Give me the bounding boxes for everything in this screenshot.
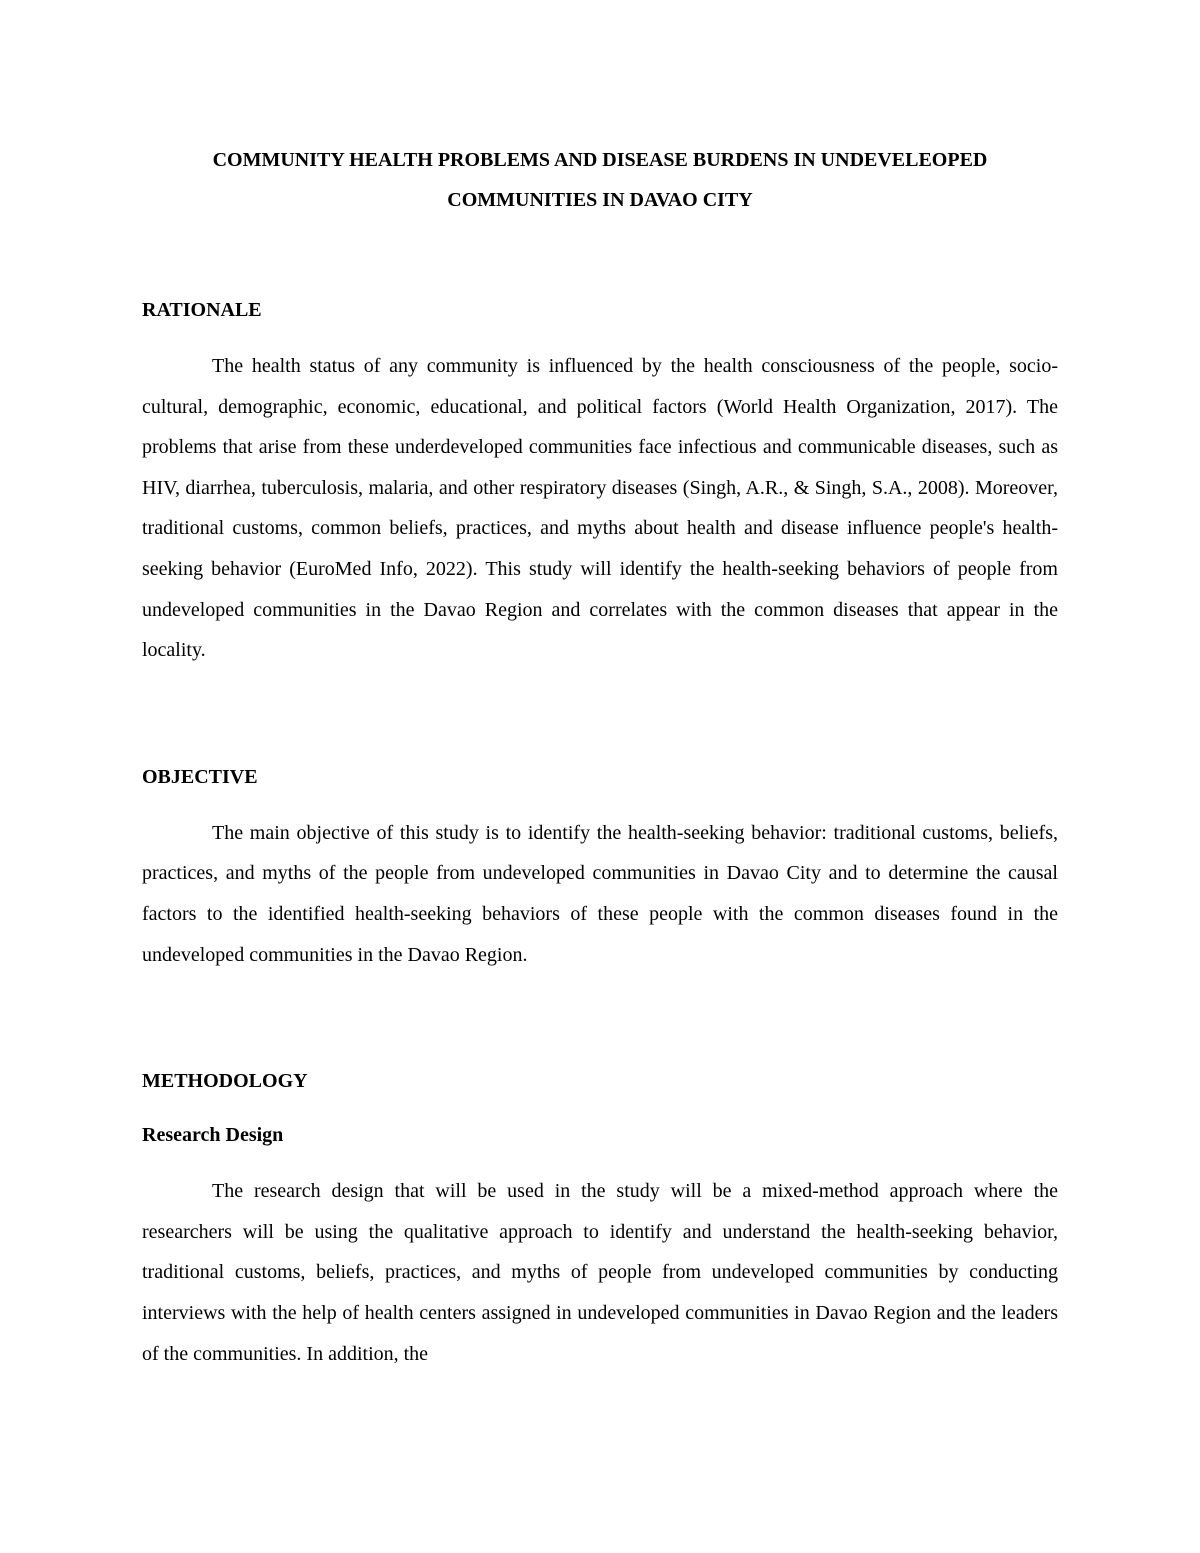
rationale-heading: RATIONALE xyxy=(142,299,262,321)
research-design-subheading: Research Design xyxy=(142,1124,284,1147)
methodology-heading: METHODOLOGY xyxy=(142,1070,308,1093)
objective-heading: OBJECTIVE xyxy=(142,765,258,788)
rationale-paragraph: The health status of any community is influenced by the health consciousness of the people, socio-cultural, demographic, economic, educational, and political factors (World Health Organization, 2017). The problems that arise from these underdeveloped communities face infectious and communicable diseases, such as HIV, diarrhea, tuberculosis, malaria, and other respiratory diseases (Singh, A.R., & Singh, S.A., 2008). Moreover, traditional customs, common beliefs, practices, and myths about health and disease influence people's health-seeking behavior (EuroMed Info, 2022). This study will identify the health-seeking behaviors of people from undeveloped communities in the Davao Region and correlates with the common diseases that appear in the locality. xyxy=(142,355,1058,662)
research-design-paragraph: The research design that will be used in the study will be a mixed-method approach where the researchers will be using the qualitative approach to identify and understand the health-seeking behavior, traditional customs, beliefs, practices, and myths of people from undeveloped communities by conducting interviews with the help of health centers assigned in undeveloped communities in Davao Region and the leaders of the communities. In addition, the xyxy=(142,1180,1058,1365)
objective-paragraph: The main objective of this study is to identify the health-seeking behavior: traditional customs, beliefs, practices, and myths of the people from undeveloped communities in Davao City and to determine the causal factors to the identified health-seeking behaviors of these people with the common diseases found in the undeveloped communities in the Davao Region. xyxy=(142,821,1058,966)
title-line-2: COMMUNITIES IN DAVAO CITY xyxy=(447,189,753,211)
document-content xyxy=(142,140,1058,1374)
document-title xyxy=(142,140,1058,220)
title-line-1: COMMUNITY HEALTH PROBLEMS AND DISEASE BURDENS IN UNDEVELEOPED xyxy=(212,149,988,171)
